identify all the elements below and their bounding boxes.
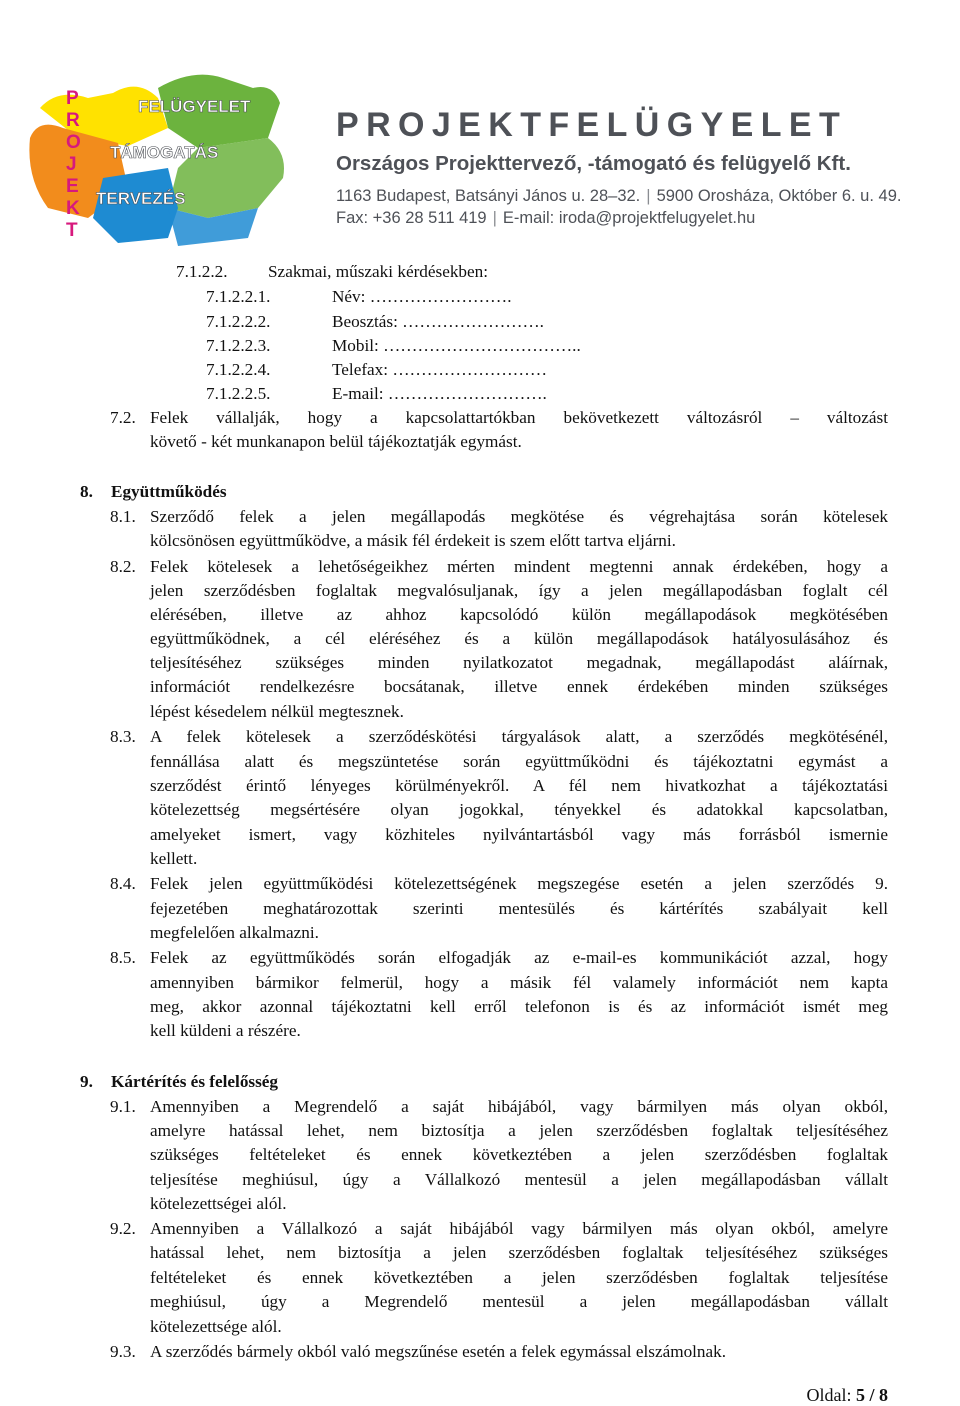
paragraph-line: meghiúsul, úgy a Megrendelő mentesül a jelen megállapodásban vállalt xyxy=(150,1292,888,1311)
paragraph-line: fennállása alatt és megszüntetése során együttműködni és tájékoztatni egymást a xyxy=(150,752,888,771)
item-number: 7.1.2.2.4. xyxy=(206,360,271,379)
section-9-heading: Kártérítés és felelősség xyxy=(111,1072,279,1091)
item-text: Mobil: …………………………….. xyxy=(332,336,581,355)
paragraph-line: meg, akkor azonnal tájékoztatni kell erről telefonon is és az információt ismét meg xyxy=(150,997,888,1016)
logo-letter: T xyxy=(66,220,78,241)
paragraph-line: kell küldeni a részére. xyxy=(150,1021,301,1040)
paragraph-line: A felek kötelesek a szerződéskötési tárgyalások alatt, a szerződés megkötésénél, xyxy=(150,727,888,746)
item-number: 7.1.2.2. xyxy=(176,262,228,281)
item-text: Név: ……………………. xyxy=(332,287,512,306)
separator: | xyxy=(646,187,651,205)
item-text: E-mail: ………………………. xyxy=(332,384,547,403)
item-number: 7.1.2.2.1. xyxy=(206,287,271,306)
paragraph-line: megfelelően alkalmazni. xyxy=(150,923,319,942)
separator: | xyxy=(492,209,497,227)
letterhead xyxy=(0,0,960,250)
logo-word: TERVEZÉS xyxy=(96,189,186,208)
item-number: 8.3. xyxy=(110,727,136,746)
paragraph-line: szükséges feltételeket és ennek következtében a jelen szerződésben foglaltak xyxy=(150,1145,888,1164)
paragraph-line: amelyre hatással lehet, nem biztosítja a jelen szerződésben foglaltak teljesítéséhez xyxy=(150,1121,888,1140)
logo-letter: J xyxy=(66,154,77,175)
paragraph-line: információt rendelkezésre bocsátanak, illetve ennek érdekében minden szükséges xyxy=(150,677,888,696)
paragraph-line: kötelezettsége alól. xyxy=(150,1317,282,1336)
paragraph-line: szerződést érintő lényeges körülményekről. A fél nem hivatkozhat a tájékoztatási xyxy=(150,776,888,795)
section-9-number: 9. xyxy=(80,1072,93,1091)
paragraph-line: együttműködnek, a cél eléréséhez és a külön megállapodások hatályosulásához és xyxy=(150,629,888,648)
logo-letter: K xyxy=(66,198,80,219)
item-number: 8.2. xyxy=(110,557,136,576)
paragraph-line: kellett. xyxy=(150,849,198,868)
paragraph-line: kötelezettség megsértésére olyan jogokkal, tényekkel és adatokkal kapcsolatban, xyxy=(150,800,888,819)
item-number: 8.4. xyxy=(110,874,136,893)
item-number: 9.2. xyxy=(110,1219,136,1238)
company-subtitle: Országos Projekttervező, -támogató és felügyelő Kft. xyxy=(336,152,851,175)
paragraph-line: elérésében, illetve az ahhoz kapcsolódó külön megállapodások megkötésében xyxy=(150,605,888,624)
logo-word: FELÜGYELET xyxy=(138,97,251,116)
item-number: 7.1.2.2.5. xyxy=(206,384,271,403)
item-number: 9.1. xyxy=(110,1097,136,1116)
company-logo xyxy=(18,68,318,248)
address-budapest: 1163 Budapest, Batsányi János u. 28–32. xyxy=(336,187,641,205)
paragraph-line: Felek az együttműködés során elfogadják az e-mail-es kommunikációt azzal, hogy xyxy=(150,948,888,967)
company-address xyxy=(336,187,901,206)
paragraph-line: kölcsönösen együttműködve, a másik fél érdekeit is szem előtt tartva eljárni. xyxy=(150,531,676,550)
email-address: E-mail: iroda@projektfelugyelet.hu xyxy=(502,209,756,227)
item-number: 9.3. xyxy=(110,1342,136,1361)
item-7-2-line: követő - két munkanapon belül tájékoztatják egymást. xyxy=(150,432,522,451)
item-7-2-number: 7.2. xyxy=(110,408,136,427)
logo-letter: R xyxy=(66,110,80,131)
paragraph-line: amelyeket ismert, vagy közhiteles nyilvántartásból vagy más forrásból ismernie xyxy=(150,825,888,844)
section-8-heading: Együttműködés xyxy=(111,482,227,501)
paragraph-line: Szerződő felek a jelen megállapodás megkötése és végrehajtása során kötelesek xyxy=(150,507,888,526)
item-text: Szakmai, műszaki kérdésekben: xyxy=(268,262,489,281)
item-number: 7.1.2.2.2. xyxy=(206,312,271,331)
paragraph-line: hatással lehet, nem biztosítja a jelen szerződésben foglaltak teljesítéséhez szükséges xyxy=(150,1243,888,1262)
logo-letter: E xyxy=(66,176,79,197)
paragraph-line: fejezetében meghatározottak szerinti mentesülés és kártérítés szabályait kell xyxy=(150,899,888,918)
paragraph-line: Amennyiben a Megrendelő a saját hibájából, vagy bármilyen más olyan okból, xyxy=(150,1097,888,1116)
item-number: 8.5. xyxy=(110,948,136,967)
page-label: Oldal: xyxy=(806,1385,852,1405)
item-number: 8.1. xyxy=(110,507,136,526)
paragraph-line: Felek kötelesek a lehetőségeikhez mérten mindent megtenni annak érdekében, hogy a xyxy=(150,557,888,576)
paragraph-line: jelen szerződésben foglaltak megvalósuljanak, így a jelen megállapodásban foglalt cél xyxy=(150,581,888,600)
paragraph-line: A szerződés bármely okból való megszűnése esetén a felek egymással elszámolnak. xyxy=(150,1342,727,1361)
section-8-number: 8. xyxy=(80,482,93,501)
fax-number: Fax: +36 28 511 419 xyxy=(336,209,487,227)
page-footer xyxy=(806,1385,888,1406)
paragraph-line: teljesítéséhez szükséges minden nyilatkozatot megadnak, megállapodást aláírnak, xyxy=(150,653,888,672)
company-contact xyxy=(336,209,755,228)
paragraph-line: teljesítése meghiúsul, úgy a Vállalkozó mentesül a jelen megállapodásban vállalt xyxy=(150,1170,888,1189)
address-oroshaza: 5900 Orosháza, Október 6. u. 49. xyxy=(656,187,902,205)
item-7-2-line: Felek vállalják, hogy a kapcsolattartókban bekövetkezett változásról – változást xyxy=(150,408,888,427)
logo-letter: P xyxy=(66,88,79,109)
paragraph-line: feltételeket és ennek következtében a jelen szerződésben foglaltak teljesítése xyxy=(150,1268,888,1287)
paragraph-line: amennyiben bármikor felmerül, hogy a másik fél valamely információt nem kapta xyxy=(150,973,888,992)
paragraph-line: Amennyiben a Vállalkozó a saját hibájából vagy bármilyen más olyan okból, amelyre xyxy=(150,1219,888,1238)
item-text: Beosztás: ……………………. xyxy=(332,312,544,331)
item-text: Telefax: ……………………… xyxy=(332,360,548,379)
logo-word: TÁMOGATÁS xyxy=(110,143,219,162)
logo-letter: O xyxy=(66,132,81,153)
paragraph-line: kötelezettségei alól. xyxy=(150,1194,287,1213)
company-title: PROJEKTFELÜGYELET xyxy=(336,106,848,144)
paragraph-line: Felek jelen együttműködési kötelezettségének megszegése esetén a jelen szerződés 9. xyxy=(150,874,888,893)
paragraph-line: lépést késedelem nélkül megtesznek. xyxy=(150,702,404,721)
page-number: 5 / 8 xyxy=(855,1385,888,1405)
item-number: 7.1.2.2.3. xyxy=(206,336,271,355)
